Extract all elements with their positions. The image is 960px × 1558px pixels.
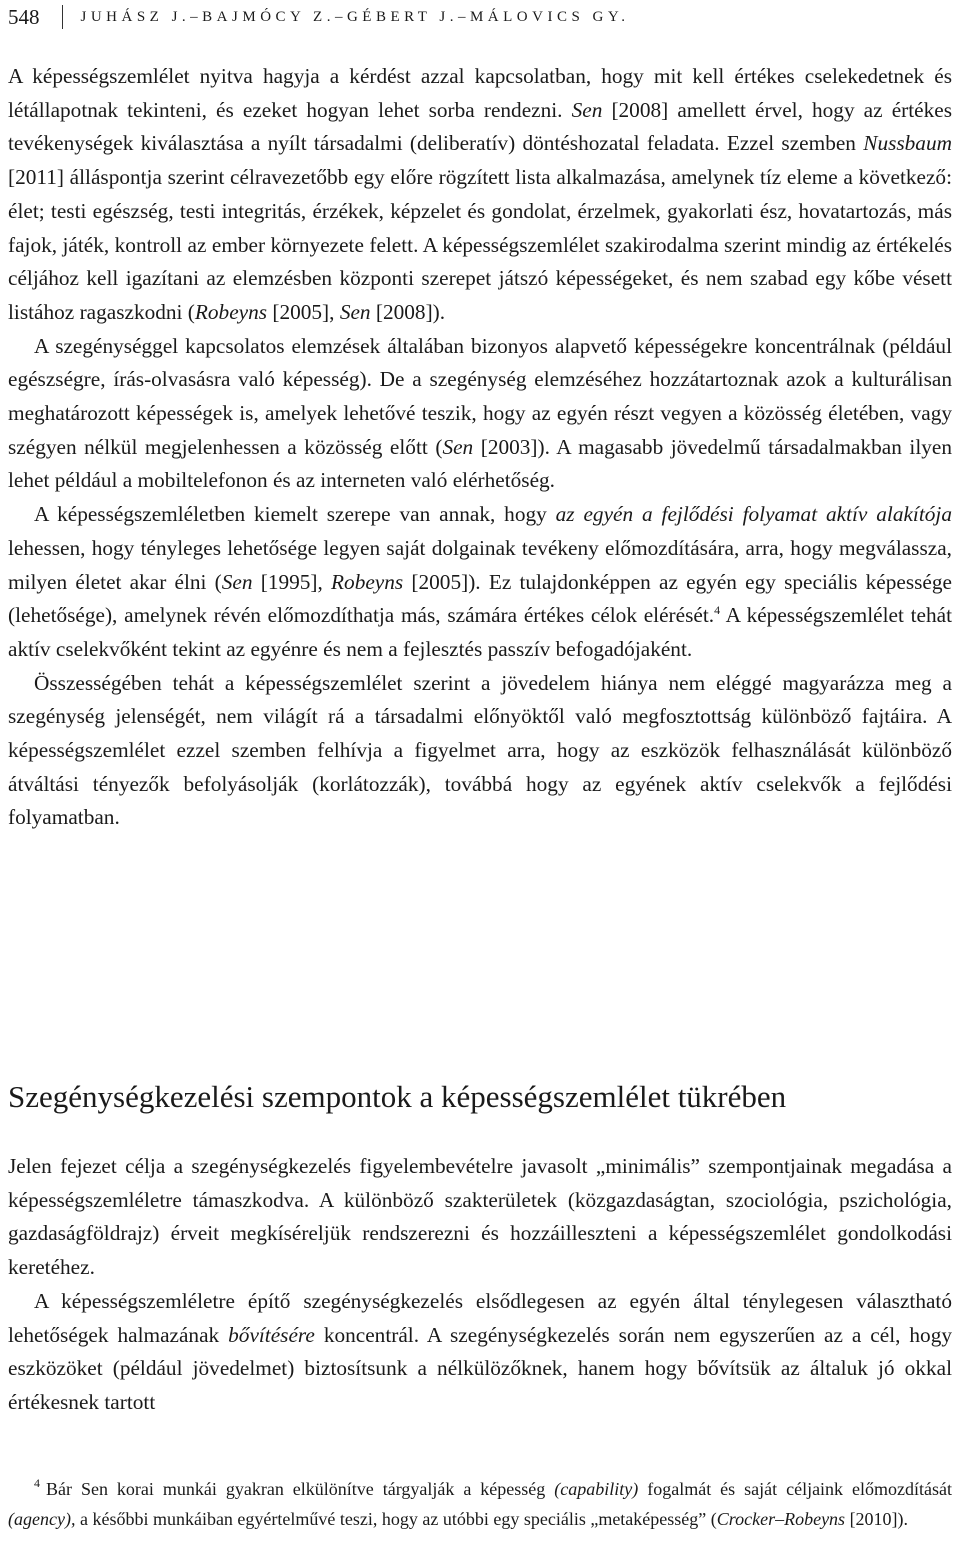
paragraph: Összességében tehát a képességszemlélet szerint a jövedelem hiánya nem eléggé magyarázza meg a szegénység jelenségét, nem világít rá a társadalmi előnyöktől való megfosztottság különböző fajtáira. A képességszemlélet ezzel szemben felhívja a figyelmet arra, hogy az eszközök felhasználását különböző átváltási tényezők befolyásolják (korlátozzák), továbbá hogy az egyének aktív cselekvők a fejlődési folyamatban. bbox=[8, 670, 952, 830]
paragraph bbox=[8, 498, 952, 667]
italic-run: Sen bbox=[442, 434, 474, 459]
text-run: Bár Sen korai munkái gyakran elkülönítve tárgyalják a képesség bbox=[46, 1479, 555, 1499]
text-run: lehessen, hogy tényleges lehetősége legyen saját dolgainak tevékeny előmozdítására, arra, hogy megválassza, milyen életet akar élni ( bbox=[8, 535, 952, 594]
text-run: [2010]). bbox=[845, 1509, 909, 1529]
page-number: 548 bbox=[8, 4, 40, 29]
text-run: koncentrál. A szegénységkezelés során nem egyszerűen az a cél, hogy eszközöket (például jövedelmet) biztosítsunk a nélkülözőknek, hanem hogy bővítsük az általuk jó okkal értékesnek tartott bbox=[8, 1322, 952, 1414]
italic-run: (capability) bbox=[554, 1479, 639, 1499]
page-header bbox=[8, 4, 952, 30]
italic-run: Robeyns bbox=[331, 569, 404, 594]
text-run: [2008]). bbox=[370, 299, 446, 324]
italic-run: Crocker–Robeyns bbox=[716, 1509, 846, 1529]
footnote bbox=[8, 1468, 952, 1534]
section-body bbox=[8, 1150, 952, 1420]
body-text bbox=[8, 60, 952, 835]
italic-run: Sen bbox=[571, 97, 603, 122]
italic-run: az egyén a fejlődési folyamat aktív alakítója bbox=[555, 502, 952, 527]
header-divider bbox=[62, 5, 63, 29]
italic-run: Robeyns bbox=[194, 299, 268, 324]
text-run: fogalmát és saját céljaink előmozdítását bbox=[638, 1479, 952, 1499]
section-heading: Szegénységkezelési szempontok a képességszemlélet tükrében bbox=[8, 1079, 787, 1114]
text-run: A képességszemlélet nyitva hagyja a kérdést azzal kapcsolatban, hogy mit kell értékes cselekedetnek és létállapotnak tekinteni, és ezeket hogyan lehet sorba rendezni. bbox=[8, 64, 952, 122]
paragraph: Jelen fejezet célja a szegénységkezelés figyelembevételre javasolt „minimális” szempontjainak megadása a képességszemléletre támaszkodva. A különböző szakterületek (közgazdaságtan, szociológia, pszichológia, gazdaságföldrajz) érveit megkíséreljük rendszerezni és hozzáilleszteni a képességszemlélet gondolkodási keretéhez. bbox=[8, 1154, 952, 1280]
italic-run: Sen bbox=[339, 299, 371, 324]
italic-run: bővítésére bbox=[228, 1322, 315, 1347]
text-run: [2005]). Ez tulajdonképpen az egyén egy speciális képessége (lehetősége), amelynek révén előmozdíthatja más, számára értékes célok elérését. bbox=[8, 569, 952, 628]
text-run: A képességszemléletre építő szegénységkezelés elsődlegesen az egyén által ténylegesen választható lehetőségek halmazának bbox=[8, 1288, 952, 1347]
paragraph bbox=[8, 1285, 952, 1420]
footnote-number: 4 bbox=[34, 1476, 40, 1490]
italic-run: Nussbaum bbox=[863, 131, 952, 156]
text-run: a későbbi munkáiban egyértelművé teszi, hogy az utóbbi egy speciális „metaképesség” ( bbox=[75, 1509, 717, 1529]
text-run: [2011] álláspontja szerint célravezetőbb egy előre rögzített lista alkalmazása, amelynek tíz eleme a következő: élet; testi egészség, testi integritás, érzékek, képzelet és gondolat, érzelmek, gyakorlati ész, hovatartozás, más fajok, játék, kontroll az ember környezete felett. A képességszemlélet szakirodalma szerint mindig az értékelés céljához kell igazítani az elemzésben központi szerepet játszó képességeket, és nem szabad egy kőbe vésett listához ragaszkodni ( bbox=[8, 165, 952, 324]
text-run: [2003]). A magasabb jövedelmű társadalmakban ilyen lehet például a mobiltelefonon és az interneten való elérhetőség. bbox=[8, 434, 952, 493]
italic-run: Sen bbox=[221, 569, 253, 594]
italic-run: (agency), bbox=[8, 1509, 76, 1529]
footnote-text bbox=[8, 1468, 952, 1534]
text-run: A képességszemlélet tehát aktív cselekvőként tekint az egyénre és nem a fejlesztés passzív befogadójaként. bbox=[8, 603, 952, 661]
paragraph bbox=[8, 60, 952, 330]
running-head: JUHÁSZ J.–BAJMÓCY Z.–GÉBERT J.–MÁLOVICS GY. bbox=[80, 8, 630, 25]
paragraph bbox=[8, 330, 952, 499]
text-run: A képességszemléletben kiemelt szerepe van annak, hogy bbox=[34, 502, 556, 527]
text-run: [2008] amellett érvel, hogy az értékes tevékenységek kiválasztása a nyílt társadalmi (deliberatív) döntéshozatal feladata. Ezzel szemben bbox=[8, 97, 952, 156]
footnote-reference: 4 bbox=[714, 603, 721, 618]
text-run: [2005], bbox=[267, 299, 340, 324]
text-run: [1995], bbox=[252, 569, 332, 594]
text-run: A szegénységgel kapcsolatos elemzések általában bizonyos alapvető képességekre koncentrálnak (például egészségre, írás-olvasásra való képesség). De a szegénység elemzéséhez hozzátartoznak azok a kulturálisan meghatározott képességek is, amelyek lehetővé teszik, hogy az egyén részt vegyen a közösség életében, vagy szégyen nélkül megjelenhessen a közösség előtt ( bbox=[8, 333, 952, 459]
